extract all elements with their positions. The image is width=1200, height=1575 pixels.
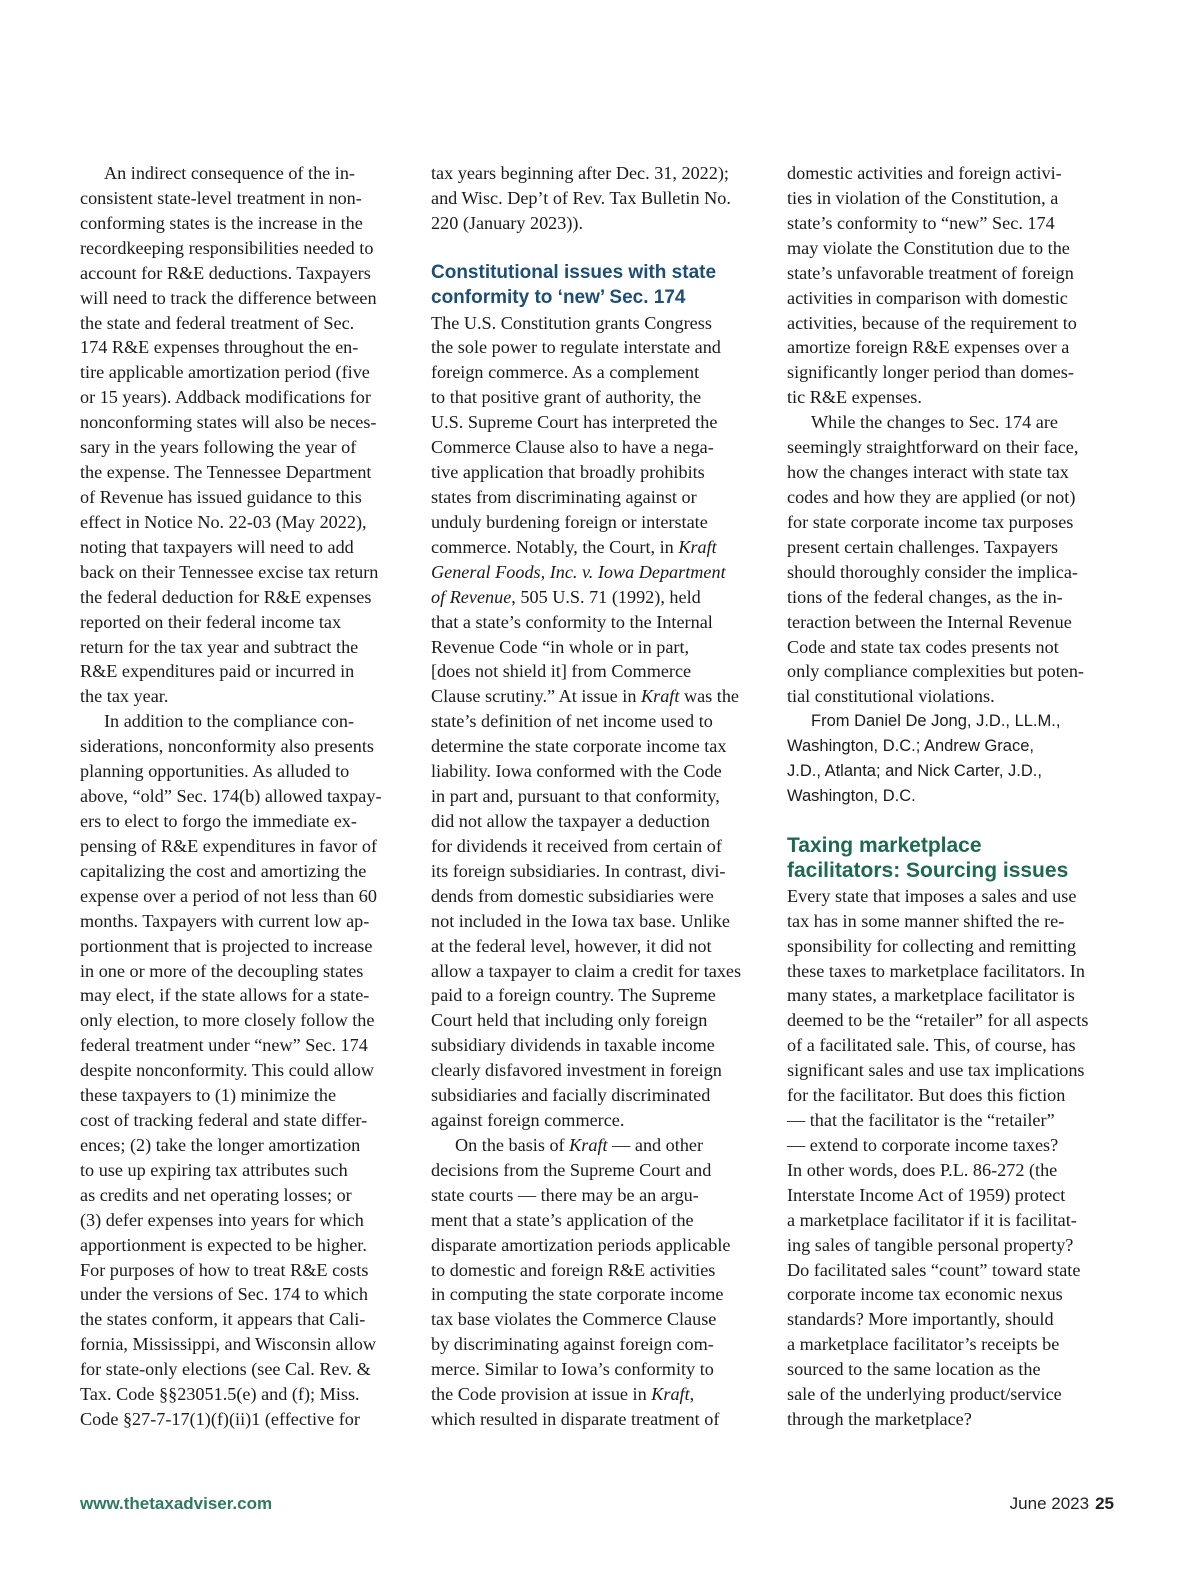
text-line: as credits and net operating losses; or	[80, 1184, 352, 1205]
text-line	[431, 560, 767, 585]
text-line: unduly burdening foreign or interstate	[431, 511, 708, 532]
text-line: An indirect consequence of the in-	[104, 163, 355, 183]
text-line: the states conform, it appears that Cali-	[80, 1309, 366, 1330]
case-name: Kraft	[640, 686, 680, 707]
text-line: tax base violates the Commerce Clause	[431, 1309, 717, 1330]
text-line: 174 R&E expenses throughout the en-	[80, 337, 359, 358]
text-line: dends from domestic subsidiaries were	[431, 885, 714, 906]
text-line: Interstate Income Act of 1959) protect	[787, 1184, 1066, 1205]
text-line: consistent state-level treatment in non-	[80, 187, 362, 208]
text-line: 220 (January 2023)).	[431, 212, 584, 233]
text-line: The U.S. Constitution grants Congress	[431, 312, 712, 333]
text-line: these taxes to marketplace facilitators. In	[787, 960, 1085, 981]
text-line: nonconforming states will also be neces-	[80, 412, 377, 433]
text-line: (3) defer expenses into years for which	[80, 1209, 364, 1230]
text-line: subsidiaries and facially discriminated	[431, 1085, 711, 1106]
text-line: states from discriminating against or	[431, 486, 697, 507]
case-name: Kraft	[651, 1384, 690, 1405]
text-line: deemed to be the “retailer” for all aspects	[787, 1010, 1089, 1031]
footer-website-link[interactable]: www.thetaxadviser.com	[80, 1494, 273, 1513]
footer-folio	[1010, 1494, 1114, 1514]
page-number: 25	[1095, 1494, 1114, 1513]
text-line: teraction between the Internal Revenue	[787, 611, 1072, 632]
text-line: the state and federal treatment of Sec.	[80, 312, 355, 333]
text-line: tire applicable amortization period (five	[80, 362, 370, 383]
text-line: may violate the Constitution due to the	[787, 237, 1070, 258]
text-line: Do facilitated sales “count” toward state	[787, 1259, 1081, 1280]
text-line: apportionment is expected to be higher.	[80, 1234, 367, 1255]
text-line: to domestic and foreign R&E activities	[431, 1259, 716, 1280]
text-line: state’s unfavorable treatment of foreign	[787, 262, 1074, 283]
text-line: of Revenue, 505 U.S. 71 (1992), held	[431, 586, 701, 607]
text-line: state’s definition of net income used to	[431, 711, 713, 732]
text-line: will need to track the difference between	[80, 287, 377, 308]
text-line: the tax year.	[80, 686, 169, 707]
column-3	[787, 161, 1115, 1432]
text-line: tial constitutional violations.	[787, 686, 995, 707]
text-line: codes and how they are applied (or not)	[787, 486, 1076, 507]
text-line: not included in the Iowa tax base. Unlike	[431, 910, 731, 931]
text-line: which resulted in disparate treatment of	[431, 1409, 720, 1430]
text-line: sponsibility for collecting and remitting	[787, 935, 1076, 956]
text-line: tive application that broadly prohibits	[431, 462, 705, 483]
section-heading: conformity to ‘new’ Sec. 174	[431, 286, 686, 308]
case-name: of Revenue	[431, 586, 512, 607]
text-line: may elect, if the state allows for a state-	[80, 985, 370, 1006]
text-line: planning opportunities. As alluded to	[80, 761, 350, 782]
text-line: sale of the underlying product/service	[787, 1384, 1062, 1405]
section-heading: Taxing marketplace	[787, 833, 982, 857]
text-line: by discriminating against foreign com-	[431, 1334, 714, 1355]
text-line: for dividends it received from certain of	[431, 835, 722, 856]
text-line: While the changes to Sec. 174 are	[811, 412, 1058, 433]
section-heading: Constitutional issues with state	[431, 261, 717, 283]
text-line: Code and state tax codes presents not	[787, 636, 1059, 657]
text-line: tax has in some manner shifted the re-	[787, 910, 1065, 931]
section-heading: facilitators: Sourcing issues	[787, 858, 1069, 882]
text-line: for state-only elections (see Cal. Rev. &	[80, 1359, 371, 1380]
text-line: in part and, pursuant to that conformity,	[431, 786, 720, 807]
text-line: [does not shield it] from Commerce	[431, 661, 692, 682]
text-line: standards? More importantly, should	[787, 1309, 1054, 1330]
text-line: significant sales and use tax implications	[787, 1060, 1085, 1081]
text-line: On the basis of Kraft — and other	[455, 1134, 704, 1155]
spacer	[431, 236, 767, 261]
text-line: noting that taxpayers will need to add	[80, 536, 354, 557]
text-line: that a state’s conformity to the Internal	[431, 611, 713, 632]
text-line: back on their Tennessee excise tax return	[80, 561, 379, 582]
issue-date: June 2023	[1009, 1494, 1090, 1513]
text-line: at the federal level, however, it did not	[431, 935, 712, 956]
text-line: a marketplace facilitator if it is facilitat-	[787, 1209, 1077, 1230]
text-line: many states, a marketplace facilitator is	[787, 985, 1075, 1006]
author-byline: J.D., Atlanta; and Nick Carter, J.D.,	[787, 762, 1042, 781]
text-line: return for the tax year and subtract the	[80, 636, 359, 657]
text-line: liability. Iowa conformed with the Code	[431, 761, 722, 782]
text-line: and Wisc. Dep’t of Rev. Tax Bulletin No.	[431, 187, 731, 208]
text-line: above, “old” Sec. 174(b) allowed taxpay-	[80, 786, 382, 807]
text-line: recordkeeping responsibilities needed to	[80, 237, 374, 258]
text-line: In addition to the compliance con-	[104, 711, 354, 732]
text-line: for state corporate income tax purposes	[787, 511, 1074, 532]
text-line: months. Taxpayers with current low ap-	[80, 910, 370, 931]
text-line: ences; (2) take the longer amortization	[80, 1134, 361, 1155]
text-line: allow a taxpayer to claim a credit for taxes	[431, 960, 742, 981]
text-line: its foreign subsidiaries. In contrast, divi-	[431, 860, 726, 881]
text-line: Clause scrutiny.” At issue in Kraft was the	[431, 686, 740, 707]
text-line: these taxpayers to (1) minimize the	[80, 1085, 337, 1106]
text-line: of a facilitated sale. This, of course, has	[787, 1035, 1076, 1056]
text-line: tic R&E expenses.	[787, 387, 922, 408]
text-line: federal treatment under “new” Sec. 174	[80, 1035, 368, 1056]
text-line: against foreign commerce.	[431, 1110, 625, 1131]
spacer	[787, 809, 1115, 834]
text-line: in computing the state corporate income	[431, 1284, 724, 1305]
text-line: ing sales of tangible personal property?	[787, 1234, 1074, 1255]
text-line: did not allow the taxpayer a deduction	[431, 810, 710, 831]
text-line: ties in violation of the Constitution, a	[787, 187, 1059, 208]
text-line: tions of the federal changes, as the in-	[787, 586, 1063, 607]
text-line: of Revenue has issued guidance to this	[80, 486, 362, 507]
column-2	[431, 161, 767, 1432]
text-line: — that the facilitator is the “retailer”	[787, 1110, 1055, 1131]
text-line: decisions from the Supreme Court and	[431, 1159, 712, 1180]
text-line: significantly longer period than domes-	[787, 362, 1074, 383]
column-1	[80, 161, 410, 1432]
text-line: the federal deduction for R&E expenses	[80, 586, 372, 607]
text-line: or 15 years). Addback modifications for	[80, 387, 371, 408]
text-line: tax years beginning after Dec. 31, 2022);	[431, 163, 729, 183]
text-line: portionment that is projected to increase	[80, 935, 373, 956]
text-line: present certain challenges. Taxpayers	[787, 536, 1059, 557]
text-line: the sole power to regulate interstate and	[431, 337, 721, 358]
text-line: effect in Notice No. 22-03 (May 2022),	[80, 511, 367, 532]
text-line: amortize foreign R&E expenses over a	[787, 337, 1070, 358]
text-line: determine the state corporate income tax	[431, 736, 727, 757]
text-line: Revenue Code “in whole or in part,	[431, 636, 690, 657]
text-line: activities, because of the requirement to	[787, 312, 1077, 333]
text-line: sary in the years following the year of	[80, 437, 357, 458]
text-line: state’s conformity to “new” Sec. 174	[787, 212, 1055, 233]
text-line: commerce. Notably, the Court, in Kraft	[431, 536, 717, 557]
text-line: R&E expenditures paid or incurred in	[80, 661, 355, 682]
text-line: sourced to the same location as the	[787, 1359, 1041, 1380]
text-line: ers to elect to forgo the immediate ex-	[80, 810, 357, 831]
text-line: should thoroughly consider the implica-	[787, 561, 1078, 582]
text-line: cost of tracking federal and state differ-	[80, 1110, 368, 1131]
text-line: pensing of R&E expenditures in favor of	[80, 835, 377, 856]
author-byline: Washington, D.C.	[787, 787, 916, 806]
text-line: foreign commerce. As a complement	[431, 362, 700, 383]
text-line: In other words, does P.L. 86-272 (the	[787, 1159, 1058, 1180]
text-line: — extend to corporate income taxes?	[787, 1134, 1059, 1155]
text-line: state courts — there may be an argu-	[431, 1184, 699, 1205]
text-line: reported on their federal income tax	[80, 611, 342, 632]
text-line: Every state that imposes a sales and use	[787, 885, 1077, 906]
text-line: ment that a state’s application of the	[431, 1209, 694, 1230]
text-line: merce. Similar to Iowa’s conformity to	[431, 1359, 714, 1380]
case-name: Kraft	[678, 536, 717, 557]
author-byline: From Daniel De Jong, J.D., LL.M.,	[811, 712, 1061, 731]
text-line: Tax. Code §§23051.5(e) and (f); Miss.	[80, 1384, 360, 1405]
text-line: subsidiary dividends in taxable income	[431, 1035, 715, 1056]
text-line: through the marketplace?	[787, 1409, 972, 1430]
text-line: clearly disfavored investment in foreign	[431, 1060, 722, 1081]
text-line: siderations, nonconformity also presents	[80, 736, 374, 757]
text-line: capitalizing the cost and amortizing the	[80, 860, 367, 881]
text-line: only election, to more closely follow the	[80, 1010, 375, 1031]
text-line: account for R&E deductions. Taxpayers	[80, 262, 371, 283]
case-name: Kraft	[569, 1134, 608, 1155]
case-name: General Foods, Inc. v. Iowa Department	[431, 561, 726, 582]
text-line: the expense. The Tennessee Department	[80, 462, 372, 483]
text-line: to that positive grant of authority, the	[431, 387, 702, 408]
text-line: a marketplace facilitator’s receipts be	[787, 1334, 1060, 1355]
text-line: seemingly straightforward on their face,	[787, 437, 1079, 458]
text-line: under the versions of Sec. 174 to which	[80, 1284, 368, 1305]
text-line: to use up expiring tax attributes such	[80, 1159, 348, 1180]
text-line: corporate income tax economic nexus	[787, 1284, 1063, 1305]
text-line: domestic activities and foreign activi-	[787, 163, 1062, 183]
text-line: For purposes of how to treat R&E costs	[80, 1259, 369, 1280]
text-line: Court held that including only foreign	[431, 1010, 708, 1031]
text-line: only compliance complexities but poten-	[787, 661, 1084, 682]
text-line: disparate amortization periods applicable	[431, 1234, 731, 1255]
author-byline: Washington, D.C.; Andrew Grace,	[787, 737, 1034, 756]
text-line: paid to a foreign country. The Supreme	[431, 985, 716, 1006]
text-line: expense over a period of not less than 60	[80, 885, 377, 906]
text-line: in one or more of the decoupling states	[80, 960, 364, 981]
text-line: the Code provision at issue in Kraft,	[431, 1384, 695, 1405]
text-line: Commerce Clause also to have a nega-	[431, 437, 714, 458]
text-line: how the changes interact with state tax	[787, 462, 1069, 483]
text-line: U.S. Supreme Court has interpreted the	[431, 412, 718, 433]
text-line: conforming states is the increase in the	[80, 212, 363, 233]
text-line: for the facilitator. But does this fiction	[787, 1085, 1066, 1106]
text-line: fornia, Mississippi, and Wisconsin allow	[80, 1334, 376, 1355]
text-line: Code §27-7-17(1)(f)(ii)1 (effective for	[80, 1409, 360, 1430]
text-line: despite nonconformity. This could allow	[80, 1060, 374, 1081]
text-line: activities in comparison with domestic	[787, 287, 1068, 308]
